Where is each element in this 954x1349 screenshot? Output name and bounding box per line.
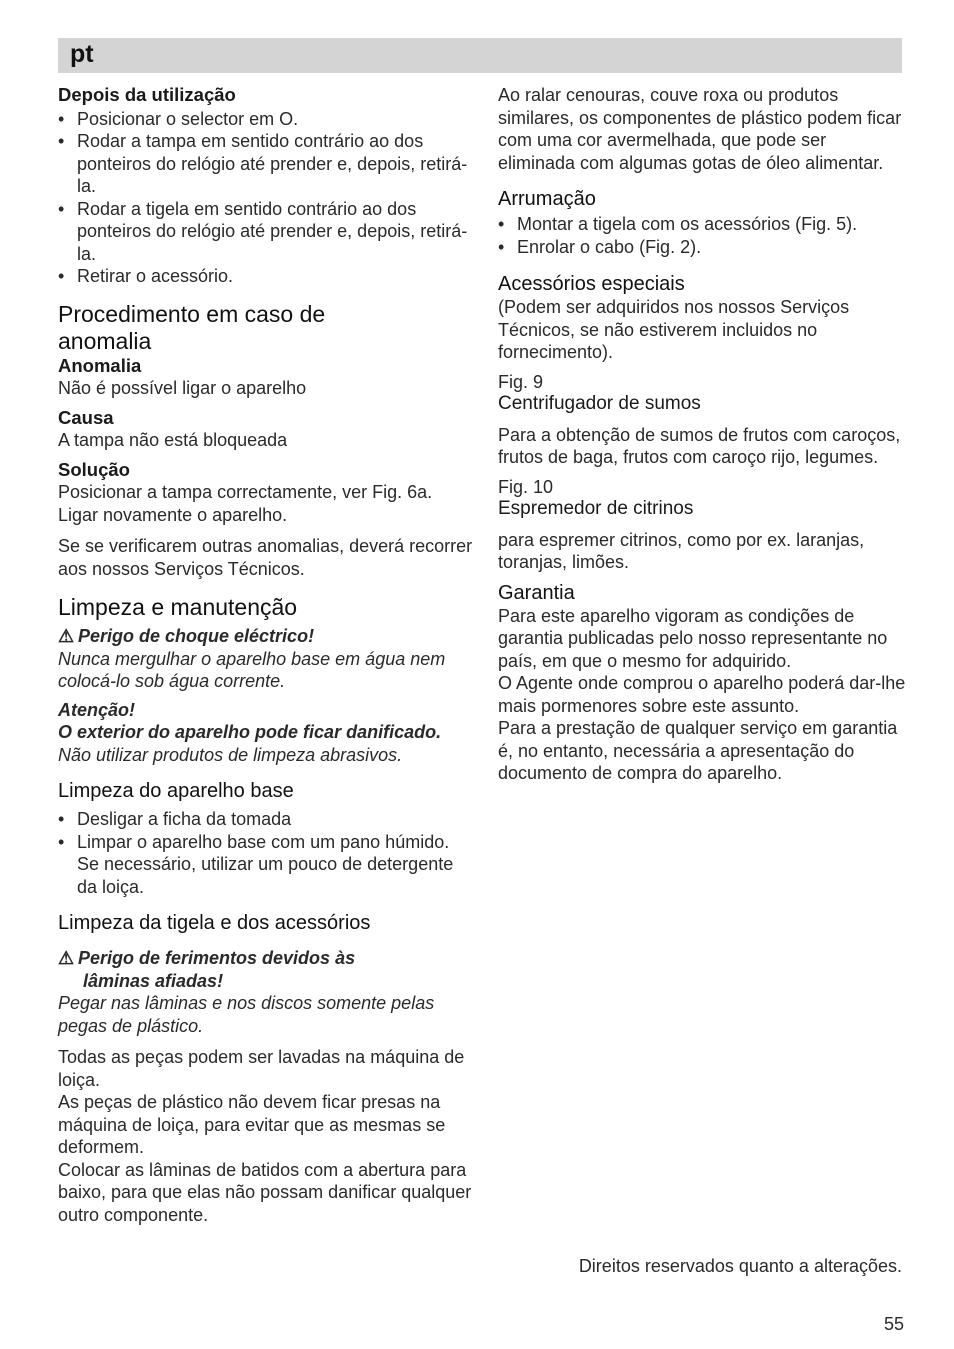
solution-text-2: Ligar novamente o aparelho. [58,504,288,525]
warranty-text-2: O Agente onde comprou o aparelho poderá dar-lhe mais pormenores sobre este assunto. [498,673,906,716]
attention-label: Atenção! [58,699,136,720]
bowl-cleaning-title: Limpeza da tigela e dos acessórios [58,912,371,934]
accessories-text: (Podem ser adquiridos nos nossos Serviços Técnicos, se não estiverem incluidos no fornecimento). [498,297,850,362]
fig10-label: Fig. 10 [498,476,554,497]
after-use-title: Depois da utilização [58,84,236,105]
storage-title: Arrumação [498,188,596,210]
blade-warning-title: ⚠ Perigo de ferimentos devidos às [58,948,356,968]
no-abrasive-text: Não utilizar produtos de limpeza abrasivos. [58,744,403,765]
solution-label: Solução [58,458,130,480]
list-item: • Enrolar o cabo (Fig. 2). [498,236,702,257]
anomaly-text: Não é possível ligar o aparelho [58,378,307,398]
shock-warning-text: Nunca mergulhar o aparelho base em água nem colocá-lo sob água corrente. [58,648,446,691]
citrus-text: para espremer citrinos, como por ex. laranjas, toranjas, limões. [498,529,865,572]
cleaning-title: Limpeza e manutenção [58,594,298,620]
rights-reserved-note: Direitos reservados quanto a alterações. [578,1256,902,1276]
solution-text-1: Posicionar a tampa correctamente, ver Fig. 6a. [58,482,433,502]
base-cleaning-title: Limpeza do aparelho base [58,780,294,802]
attention-text: O exterior do aparelho pode ficar danificado. [58,722,442,742]
trouble-title-line1: Procedimento em caso de [58,300,326,327]
trouble-title-line2: anomalia [58,327,152,354]
language-code: pt [70,40,94,68]
accessories-title: Acessórios especiais [498,273,685,295]
juicer-text: Para a obtenção de sumos de frutos com caroços, frutos de baga, frutos com caroço rijo, legumes. [498,424,901,467]
after-use-list [58,108,478,288]
list-item: • Retirar o acessório. [58,266,234,286]
warranty-text-3: Para a prestação de qualquer serviço em garantia é, no entanto, necessária a apresentação do documento de compra do aparelho. [498,718,898,783]
fig9-label: Fig. 9 [498,371,544,392]
list-item: • Rodar a tampa em sentido contrário ao dos ponteiros do relógio até prender e, depois, retirá-la. [58,131,468,196]
warning-triangle-icon: ⚠ [58,626,75,646]
language-header-bar [58,38,902,73]
anomaly-label: Anomalia [58,354,142,376]
base-cleaning-list [58,808,478,898]
list-item: • Posicionar o selector em O. [58,108,299,129]
page-number: 55 [883,1314,904,1334]
shock-warning-title: ⚠ Perigo de choque eléctrico! [58,626,315,646]
storage-list [498,213,908,258]
cause-label: Causa [58,406,114,428]
warranty-title: Garantia [498,581,575,604]
list-item: • Limpar o aparelho base com um pano húmido. Se necessário, utilizar um pouco de detergente da loiça. [58,831,454,897]
grating-note: Ao ralar cenouras, couve roxa ou produtos similares, os componentes de plástico podem ficar com uma cor avermelhada, que pode ser eliminada com algumas gotas de óleo alimentar. [498,85,902,173]
list-item: • Desligar a ficha da tomada [58,809,292,829]
list-item: • Rodar a tigela em sentido contrário ao dos ponteiros do relógio até prender e, depois, retirá-la. [58,198,468,264]
list-item: • Montar a tigela com os acessórios (Fig. 5). [498,214,858,234]
blades-placement-text: Colocar as lâminas de batidos com a abertura para baixo, para que elas não possam danificar qualquer outro componente. [58,1159,472,1225]
blade-warning-text: Pegar nas lâminas e nos discos somente pelas pegas de plástico. [58,993,435,1036]
plastic-parts-text: As peças de plástico não devem ficar presas na máquina de loiça, para evitar que as mesmas se deformem. [58,1092,446,1157]
other-anomalies-text: Se se verificarem outras anomalias, deverá recorrer aos nossos Serviços Técnicos. [58,536,473,579]
citrus-title: Espremedor de citrinos [498,498,694,519]
right-column [498,84,908,785]
blade-warning-title-2: lâminas afiadas! [83,970,224,991]
cause-text: A tampa não está bloqueada [58,430,288,450]
left-column [58,84,478,1226]
dishwasher-text: Todas as peças podem ser lavadas na máquina de loiça. [58,1047,465,1090]
warranty-text-1: Para este aparelho vigoram as condições de garantia publicadas pelo nosso representante no país, em que o mesmo for adquirido. [498,605,888,671]
juicer-title: Centrifugador de sumos [498,393,701,414]
warning-triangle-icon: ⚠ [58,948,75,968]
